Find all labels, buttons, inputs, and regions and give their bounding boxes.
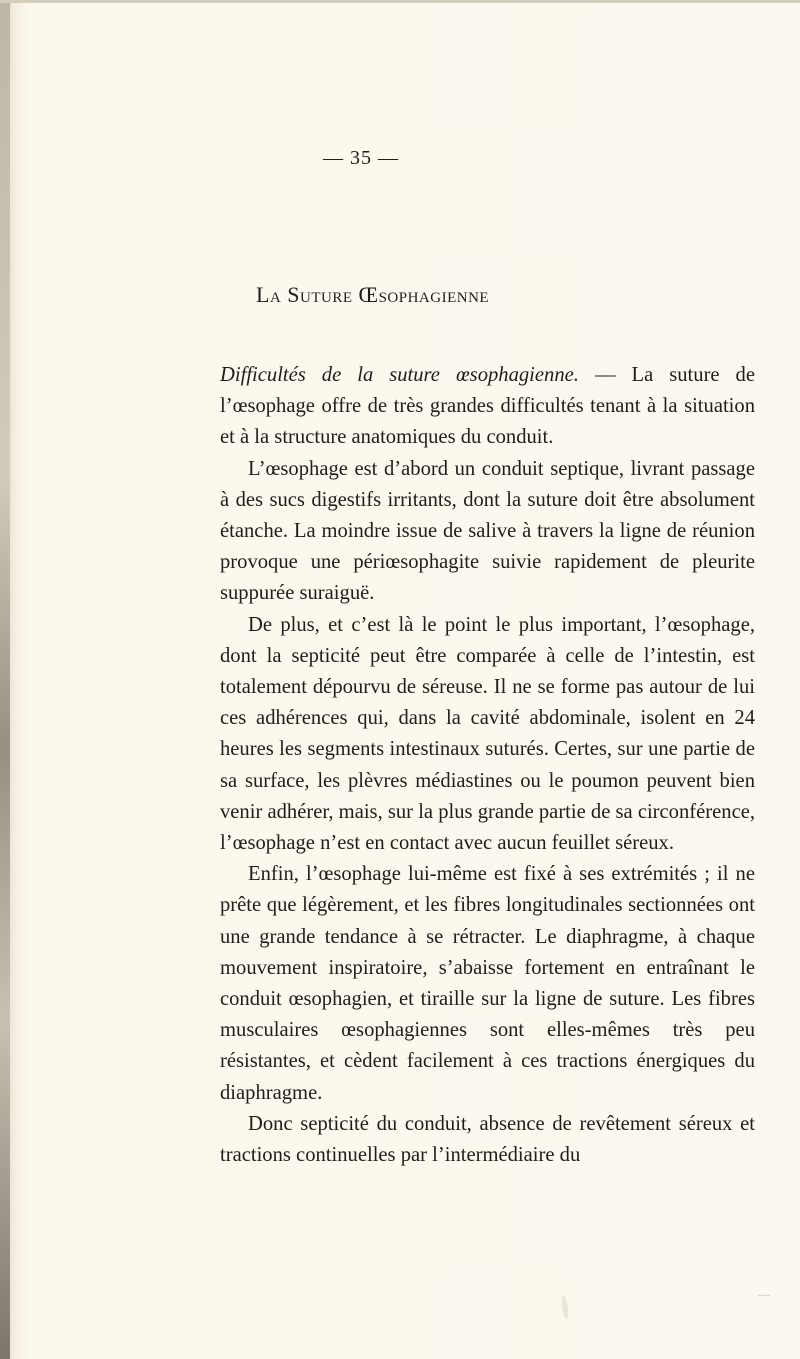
paragraph-1-body: — La suture de l’œsophage offre de très grandes difficultés tenant à la situation et à la structure anatomiques du conduit.	[220, 364, 755, 449]
scan-mark	[560, 1295, 569, 1320]
scan-mark	[770, 1318, 771, 1319]
page-binding-edge	[0, 0, 10, 1359]
chapter-title: La Suture Œsophagienne	[256, 282, 490, 307]
paragraph-4: Enfin, l’œsophage lui-même est fixé à ses extrémités ; il ne prête que légèrement, et les fibres longitudinales sectionnées ont une grande tendance à se rétracter. Le diaphragme, à chaque mouvement inspiratoire, s’abaisse fortement en entraînant le conduit œsophagien, et tiraille sur la ligne de suture. Les fibres musculaires œsophagiennes sont elles-mêmes très peu résistantes, et cèdent facilement à ces tractions énergiques du diaphragme.	[220, 863, 755, 1104]
scan-mark	[758, 1295, 770, 1296]
section-heading: Difficultés de la suture œsophagienne.	[220, 364, 579, 386]
paragraph-3: De plus, et c’est là le point le plus important, l’œsophage, dont la septicité peut être comparée à celle de l’intestin, est totalement dépourvu de séreuse. Il ne se forme pas autour de lui ces adhérences qui, dans la cavité abdominale, isolent en 24 heures les segments intestinaux suturés. Certes, sur une partie de sa surface, les plèvres médiastines ou le poumon peuvent bien venir adhérer, mais, sur la plus grande partie de sa circonférence, l’œsophage n’est en contact avec aucun feuillet séreux.	[220, 613, 755, 855]
paragraph-5: Donc septicité du conduit, absence de revêtement séreux et tractions continuelles par l’intermédiaire du	[220, 1112, 755, 1167]
paragraph-2: L’œsophage est d’abord un conduit septique, livrant passage à des sucs digestifs irritants, dont la suture doit être absolument étanche. La moindre issue de salive à travers la ligne de réunion provoque une périœsophagite suivie rapidement de pleurite suppurée suraiguë.	[220, 457, 755, 605]
page-top-edge	[0, 0, 800, 3]
page-number: — 35 —	[323, 147, 399, 169]
paragraph-1	[220, 360, 755, 454]
article-text	[220, 360, 755, 1171]
